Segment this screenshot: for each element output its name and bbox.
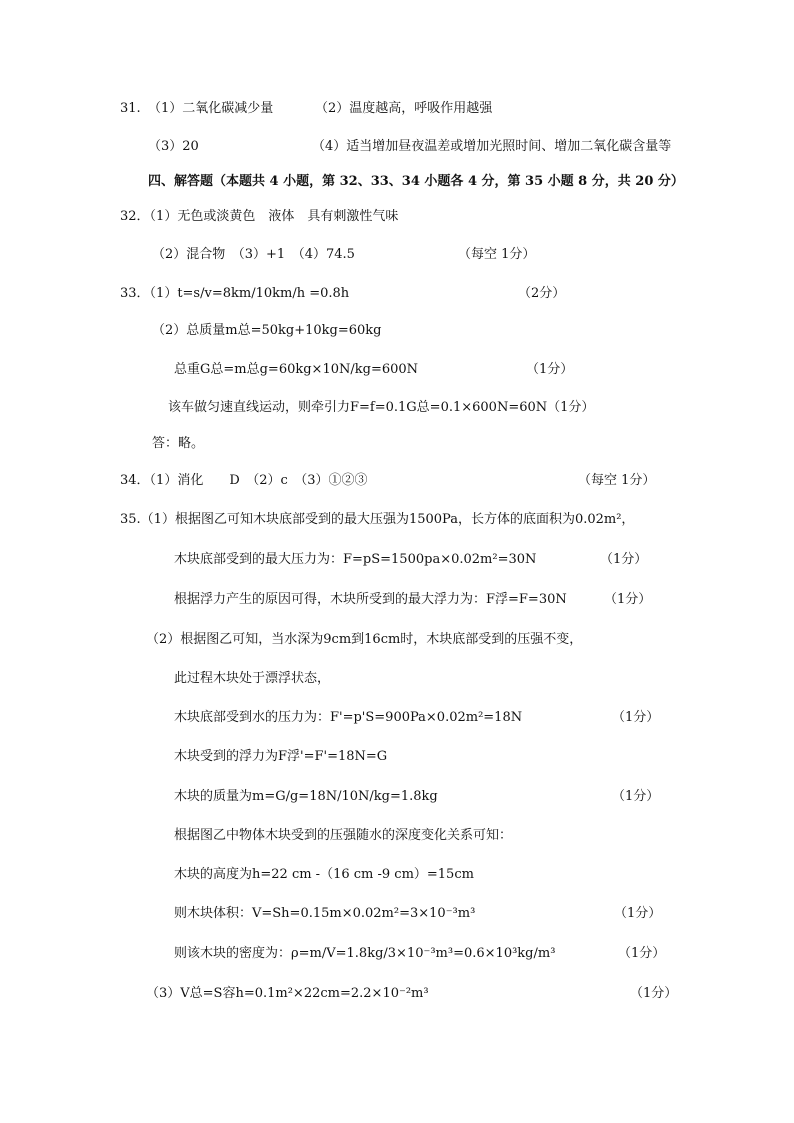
q32-line1: 32．（1）无色或淡黄色 液体 具有刺激性气味: [120, 209, 399, 224]
q35-line12: 则该木块的密度为：ρ=m/V=1.8kg/3×10⁻³m³=0.6×10³kg/m³: [174, 946, 556, 961]
q35-line13: （3）V总=S容h=0.1m²×22cm=2.2×10⁻²m³: [146, 986, 429, 1001]
q35-line10: 木块的高度为h=22 cm -（16 cm -9 cm）=15cm: [174, 867, 474, 882]
q34-line1: 34．（1）消化 D （2）c （3）①②③: [120, 473, 368, 488]
q31-part3: （3）20: [148, 139, 199, 154]
q33-line1: 33．（1）t=s/v=8km/10km/h =0.8h: [120, 286, 350, 301]
q35-line9: 根据图乙中物体木块受到的压强随水的深度变化关系可知：: [174, 828, 513, 843]
q35-score3: （1分）: [604, 592, 652, 607]
q33-line5: 答：略。: [152, 436, 205, 451]
q31-part2: （2）温度越高，呼吸作用越强: [315, 101, 493, 116]
q33-line4: 该车做匀速直线运动，则牵引力F=f=0.1G总=0.1×600N=60N（1分）: [168, 400, 595, 415]
q34-score: （每空 1分）: [578, 473, 656, 488]
q33-line2: （2）总质量m总=50kg+10kg=60kg: [152, 323, 382, 338]
q35-line2: 木块底部受到的最大压力为：F=pS=1500pa×0.02m²=30N: [174, 552, 537, 567]
q35-score2: （1分）: [600, 552, 648, 567]
q35-score11: （1分）: [614, 906, 662, 921]
q35-score6: （1分）: [612, 710, 660, 725]
q32-line2: （2）混合物 （3）+1 （4）74.5: [152, 247, 355, 262]
q33-line3: 总重G总=m总g=60kg×10N/kg=600N: [174, 362, 419, 377]
q35-line8: 木块的质量为m=G/g=18N/10N/kg=1.8kg: [174, 789, 438, 804]
q33-score1: （2分）: [518, 286, 566, 301]
q35-line1: 35.（1）根据图乙可知木块底部受到的最大压强为1500Pa，长方体的底面积为0.02m²，: [120, 512, 635, 527]
q35-line4: （2）根据图乙可知，当水深为9cm到16cm时，木块底部受到的压强不变，: [146, 632, 583, 647]
q35-score12: （1分）: [618, 946, 666, 961]
section-heading: 四、解答题（本题共 4 小题，第 32、33、34 小题各 4 分，第 35 小题 8 分，共 20 分）: [148, 174, 684, 189]
q35-line6: 木块底部受到水的压力为：F'=p'S=900Pa×0.02m²=18N: [174, 710, 523, 725]
q35-line3: 根据浮力产生的原因可得，木块所受到的最大浮力为：F浮=F=30N: [174, 592, 567, 607]
q35-score8: （1分）: [612, 789, 660, 804]
q33-score3: （1分）: [526, 362, 574, 377]
q35-line7: 木块受到的浮力为F浮'=F'=18N=G: [174, 749, 388, 764]
q35-line11: 则木块体积：V=Sh=0.15m×0.02m²=3×10⁻³m³: [174, 906, 476, 921]
q31-number: 31.: [120, 101, 141, 116]
q35-score13: （1分）: [630, 986, 678, 1001]
q31-part4: （4）适当增加昼夜温差或增加光照时间、增加二氧化碳含量等: [312, 139, 672, 154]
q32-score: （每空 1分）: [458, 247, 536, 262]
q35-line5: 此过程木块处于漂浮状态，: [174, 671, 331, 686]
q31-part1: （1）二氧化碳减少量: [148, 101, 274, 116]
